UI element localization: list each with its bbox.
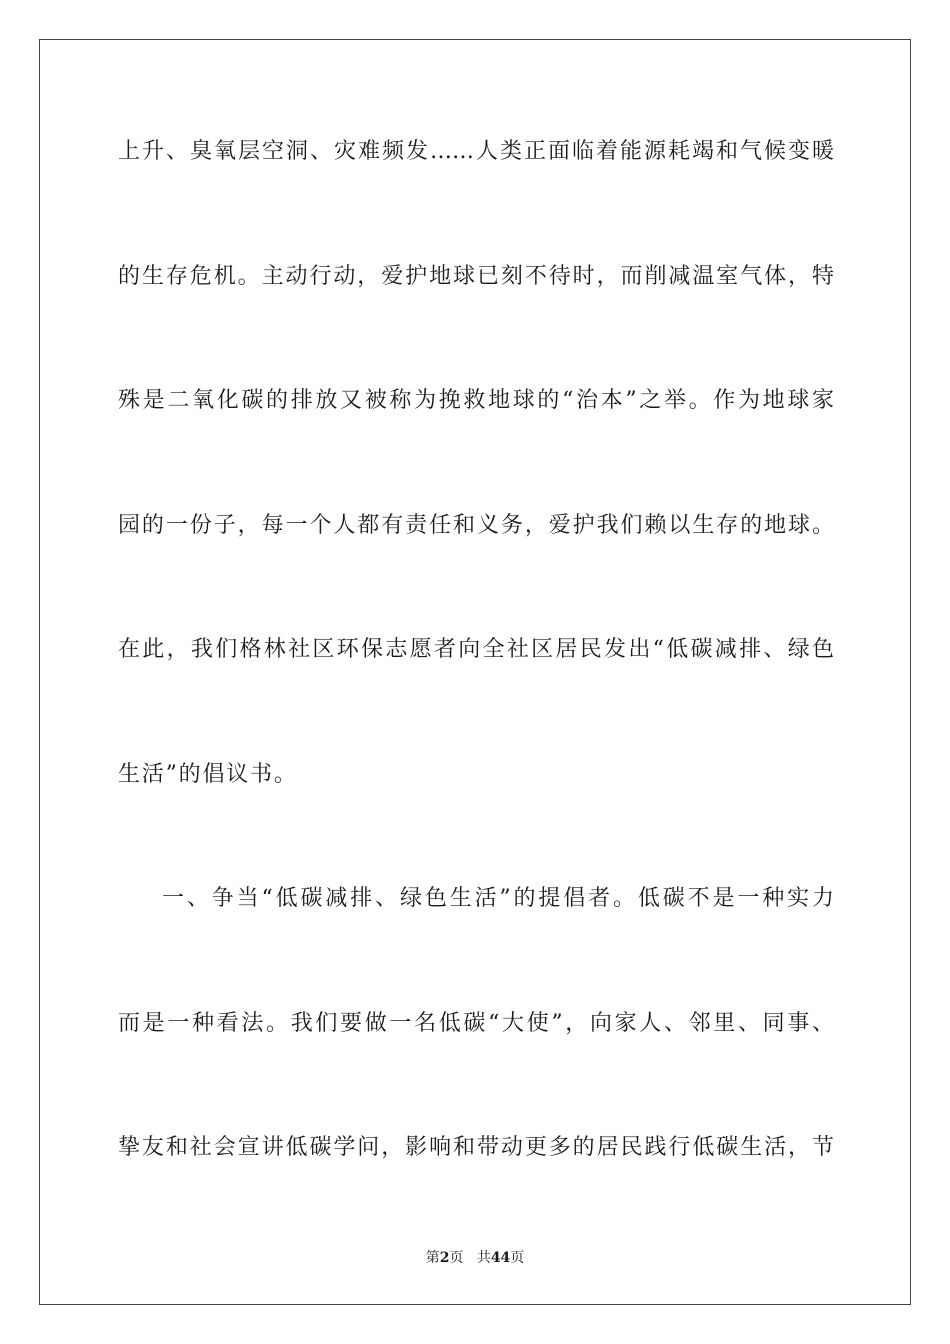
text-line-1: 上升、臭氧层空洞、灾难频发……人类正面临着能源耗竭和气候变暖	[118, 139, 834, 164]
text-line-5: 在此，我们格林社区环保志愿者向全社区居民发出“低碳减排、绿色	[118, 637, 834, 662]
page-footer	[0, 1248, 950, 1268]
page-suffix: 页	[449, 1250, 464, 1266]
text-line-8: 而是一种看法。我们要做一名低碳“大使”，向家人、邻里、同事、	[118, 1010, 834, 1036]
page-prefix: 第	[425, 1250, 440, 1266]
text-line-4: 园的一份子，每一个人都有责任和义务，爱护我们赖以生存的地球。	[118, 512, 834, 538]
document-body	[118, 127, 834, 1248]
text-line-9: 挚友和社会宣讲低碳学问，影响和带动更多的居民践行低碳生活，节	[118, 1135, 834, 1160]
page-number: 2	[439, 1250, 450, 1266]
total-pages: 44	[490, 1250, 511, 1266]
total-suffix: 页	[510, 1250, 525, 1266]
total-prefix: 共	[476, 1250, 491, 1266]
text-line-2: 的生存危机。主动行动，爱护地球已刻不待时，而削减温室气体，特	[118, 263, 834, 289]
text-line-6: 生活”的倡议书。	[118, 761, 298, 787]
text-line-3: 殊是二氧化碳的排放又被称为挽救地球的“治本”之举。作为地球家	[118, 388, 834, 413]
text-line-7: 一、争当“低碳减排、绿色生活”的提倡者。低碳不是一种实力	[162, 886, 834, 911]
